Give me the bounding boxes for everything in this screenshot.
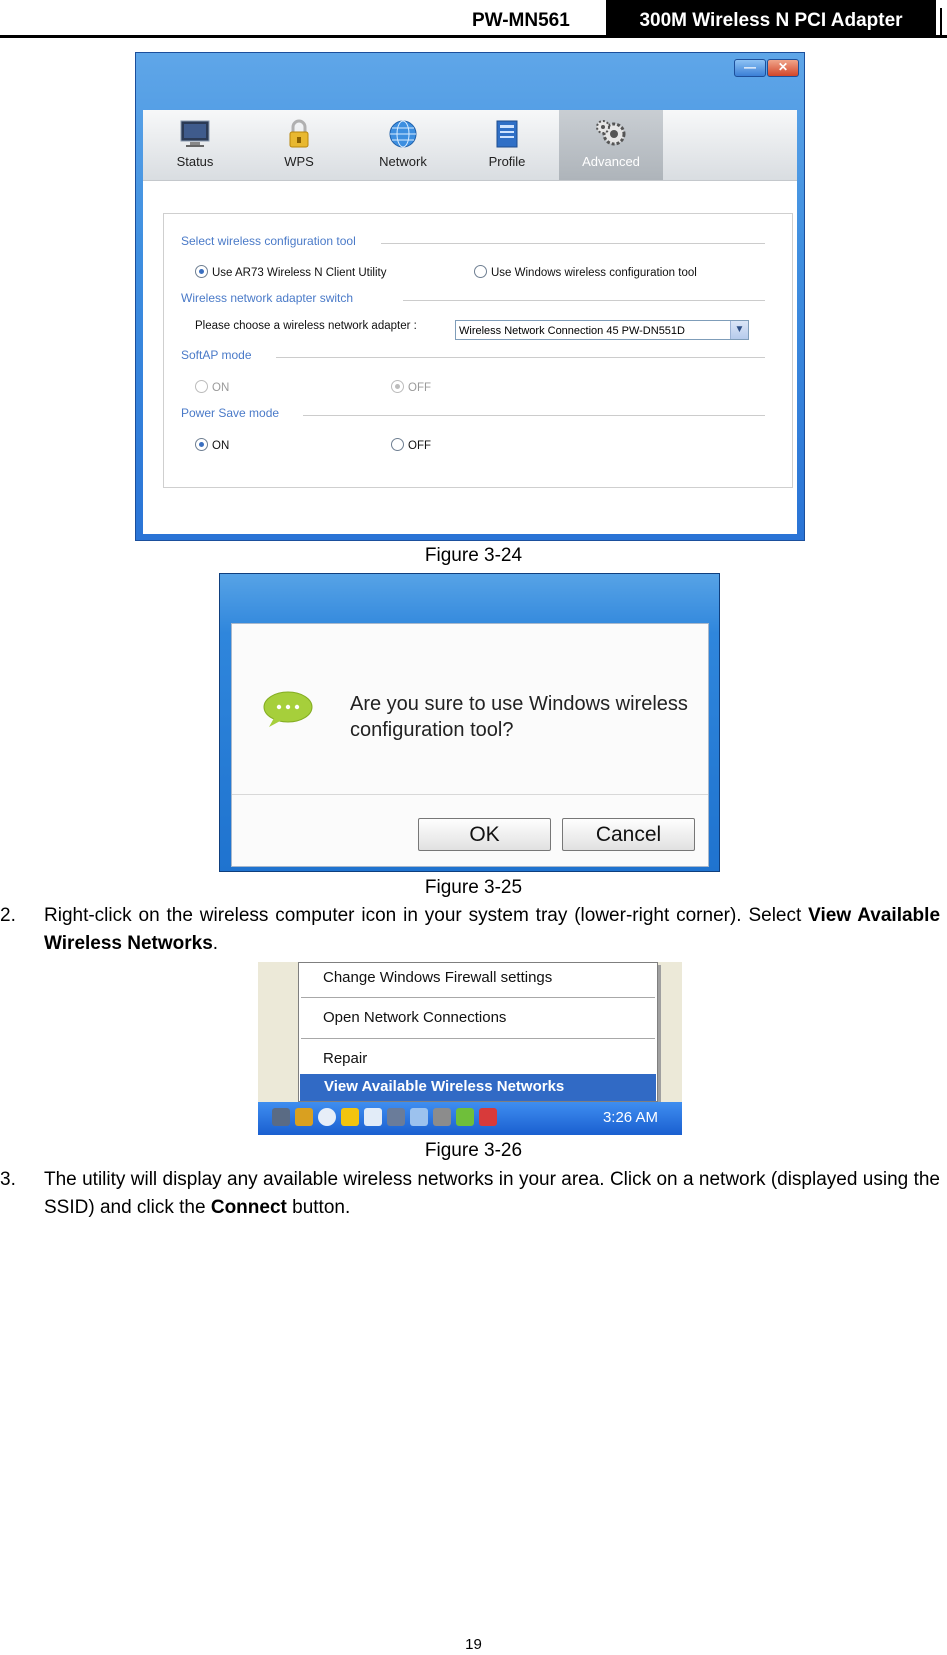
- tab-bar: [143, 110, 797, 181]
- tab-status[interactable]: [143, 110, 247, 180]
- radio-unselected-icon: [391, 438, 404, 451]
- context-menu: [298, 962, 658, 1102]
- menu-separator: [301, 997, 655, 998]
- figure-caption: Figure 3-26: [424, 1140, 523, 1161]
- header-title: 300M Wireless N PCI Adapter: [606, 0, 936, 37]
- tab-network-label: Network: [379, 154, 427, 169]
- gears-icon: [594, 118, 628, 150]
- advanced-settings-window: [135, 52, 805, 541]
- tray-context-menu-figure: [258, 962, 682, 1135]
- step-number: 2.: [0, 905, 16, 926]
- section-config-tool: Select wireless configuration tool: [181, 234, 356, 248]
- network-icon[interactable]: [387, 1108, 405, 1126]
- power-save-on-label: ON: [212, 440, 230, 452]
- menu-item-view-networks-label: View Available Wireless Networks: [324, 1078, 565, 1095]
- tab-network[interactable]: [351, 110, 455, 180]
- menu-item-firewall[interactable]: Change Windows Firewall settings: [323, 969, 553, 986]
- adapter-prompt: Please choose a wireless network adapter :: [195, 320, 417, 332]
- radio-selected-icon: [195, 438, 208, 451]
- step-3: [0, 1166, 940, 1222]
- step-text-part: .: [212, 933, 219, 954]
- power-save-off-label: OFF: [408, 440, 431, 452]
- step-text-part: button.: [292, 1197, 351, 1218]
- tab-profile[interactable]: [455, 110, 559, 180]
- display-icon[interactable]: [410, 1108, 428, 1126]
- window-controls: [733, 58, 799, 77]
- softap-off-option: [391, 380, 431, 394]
- ok-button[interactable]: OK: [418, 818, 551, 851]
- step-text: [44, 902, 940, 958]
- radio-unselected-icon: [195, 380, 208, 393]
- radio-unselected-icon: [474, 265, 487, 278]
- speech-bubble-icon: [262, 690, 314, 728]
- section-power-save: Power Save mode: [181, 406, 280, 420]
- tab-advanced[interactable]: [559, 110, 663, 180]
- dialog-divider: [232, 794, 708, 795]
- advanced-settings-panel: [163, 213, 793, 488]
- header-model: PW-MN561: [472, 10, 570, 31]
- menu-separator: [301, 1038, 655, 1039]
- network-disconnected-icon[interactable]: [272, 1108, 290, 1126]
- wireless-signal-icon[interactable]: [364, 1108, 382, 1126]
- tab-status-label: Status: [176, 154, 214, 169]
- header-rule: [0, 35, 947, 38]
- globe-icon: [386, 118, 420, 150]
- option-windows-tool[interactable]: [474, 265, 697, 279]
- header-tick: [940, 8, 942, 36]
- dialog-content: [231, 623, 709, 867]
- softap-on-label: ON: [212, 382, 230, 394]
- chevron-down-icon: ▼: [730, 321, 748, 339]
- minimize-button[interactable]: —: [734, 59, 766, 77]
- page-number: 19: [465, 1636, 482, 1653]
- section-divider: [381, 243, 765, 244]
- step-number: 3.: [0, 1169, 16, 1190]
- figure-caption: Figure 3-24: [424, 545, 523, 566]
- app-icon[interactable]: [318, 1108, 336, 1126]
- system-tray: [272, 1108, 502, 1130]
- close-button[interactable]: ✕: [767, 59, 799, 77]
- step-text-part: Right-click on the wireless computer icon in your system tray (lower-right corner). Select: [44, 905, 802, 926]
- option-client-utility-label: Use AR73 Wireless N Client Utility: [212, 267, 387, 279]
- document-icon: [490, 118, 524, 150]
- tab-advanced-label: Advanced: [582, 154, 640, 169]
- monitor-icon: [178, 118, 212, 150]
- softap-on-option: [195, 380, 229, 394]
- tray-clock: 3:26 AM: [602, 1109, 658, 1126]
- shield-icon[interactable]: [341, 1108, 359, 1126]
- section-divider: [276, 357, 765, 358]
- tool-icon[interactable]: [433, 1108, 451, 1126]
- security-alert-icon[interactable]: [479, 1108, 497, 1126]
- confirm-dialog: [219, 573, 720, 872]
- option-windows-tool-label: Use Windows wireless configuration tool: [491, 267, 697, 279]
- taskbar: [258, 1102, 682, 1135]
- sync-icon[interactable]: [456, 1108, 474, 1126]
- step-2: [0, 902, 940, 958]
- menu-item-repair[interactable]: Repair: [323, 1050, 368, 1067]
- padlock-icon: [282, 118, 316, 150]
- adapter-select[interactable]: [455, 320, 749, 340]
- radio-selected-icon: [391, 380, 404, 393]
- step-text-part: The utility will display any available wireless networks in your area. Click on a network (displayed using the SSID) and click the: [44, 1169, 940, 1218]
- menu-item-open-connections[interactable]: Open Network Connections: [323, 1009, 507, 1026]
- section-divider: [303, 415, 765, 416]
- power-save-off-option[interactable]: [391, 438, 431, 452]
- cancel-button[interactable]: Cancel: [562, 818, 695, 851]
- step-text-bold: View Available Wireless Networks: [44, 905, 941, 954]
- power-save-on-option[interactable]: [195, 438, 229, 452]
- adapter-select-value: Wireless Network Connection 45 PW-DN551D: [459, 325, 685, 337]
- dialog-message: Are you sure to use Windows wireless configuration tool?: [350, 693, 688, 741]
- section-adapter-switch: Wireless network adapter switch: [181, 291, 354, 305]
- tab-profile-label: Profile: [488, 154, 526, 169]
- step-text-bold: Connect: [210, 1197, 287, 1218]
- tab-wps[interactable]: [247, 110, 351, 180]
- section-divider: [403, 300, 765, 301]
- radio-selected-icon: [195, 265, 208, 278]
- tab-wps-label: WPS: [284, 154, 314, 169]
- option-client-utility[interactable]: [195, 265, 386, 279]
- speaker-icon[interactable]: [295, 1108, 313, 1126]
- figure-caption: Figure 3-25: [424, 877, 523, 898]
- section-softap: SoftAP mode: [181, 348, 252, 362]
- window-content: [143, 110, 797, 534]
- step-text: [44, 1166, 940, 1222]
- softap-off-label: OFF: [408, 382, 431, 394]
- menu-item-view-networks[interactable]: [300, 1074, 656, 1101]
